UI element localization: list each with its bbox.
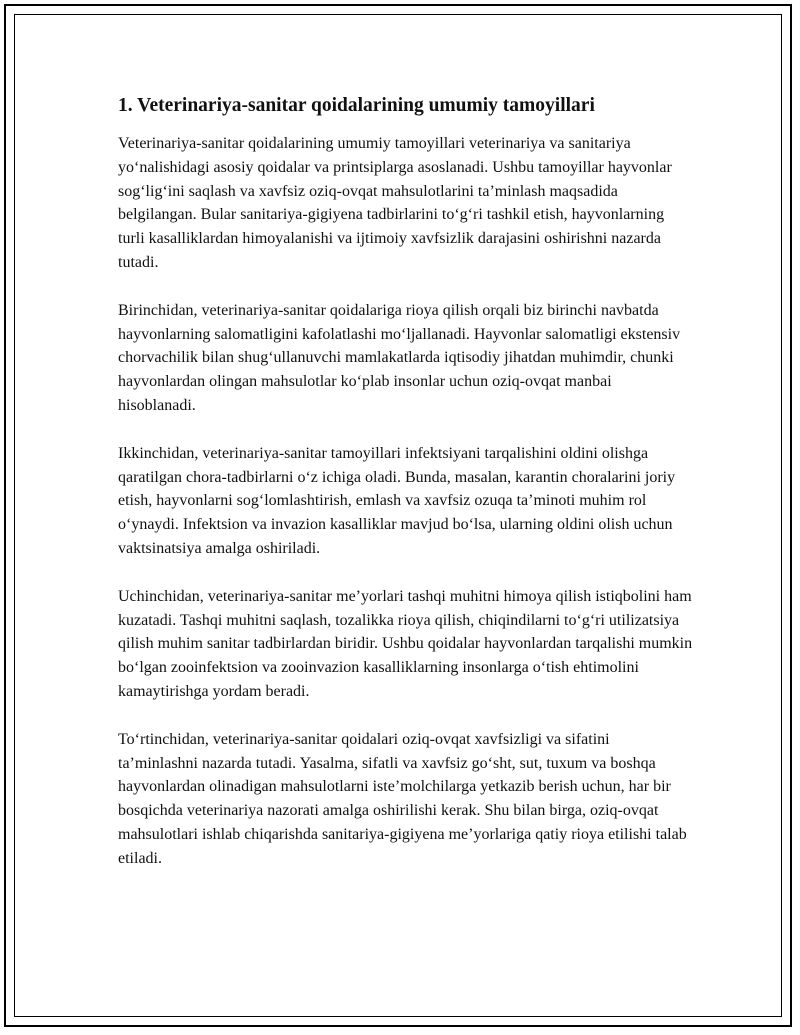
paragraph-third: Uchinchidan, veterinariya-sanitar me’yorlari tashqi muhitni himoya qilish istiqbolini ham kuzatadi. Tashqi muhitni saqlash, tozalikka rioya qilish, chiqindilarni to‘g‘ri utilizatsiya qilish muhim sanitar tadbirlardan biridir. Ushbu qoidalar hayvonlardan tarqalishi mumkin bo‘lgan zooinfektsion va zooinvazion kasalliklarning insonlarga o‘tish ehtimolini kamaytirishga yordam beradi. [118,587,693,700]
paragraph-intro: Veterinariya-sanitar qoidalarining umumiy tamoyillari veterinariya va sanitariya yo‘nalishidagi asosiy qoidalar va printsiplarga asoslanadi. Ushbu tamoyillar hayvonlar sog‘lig‘ini saqlash va xavfsiz oziq-ovqat mahsulotlarini ta’minlash maqsadida belgilangan. Bular sanitariya-gigiyena tadbirlarini to‘g‘ri tashkil etish, hayvonlarning turli kasalliklardan himoyalanishi va ijtimoiy xavfsizlik darajasini oshirishni nazarda tutadi. [118,135,672,271]
section-heading: 1. Veterinariya-sanitar qoidalarining umumiy tamoyillari [118,95,595,116]
paragraph-first: Birinchidan, veterinariya-sanitar qoidalariga rioya qilish orqali biz birinchi navbatda hayvonlarning salomatligini kafolatlashi mo‘ljallanadi. Hayvonlar salomatligi ekstensiv chorvachilik bilan shug‘ullanuvchi mamlakatlarda iqtisodiy jihatdan muhimdir, chunki hayvonlardan olingan mahsulotlar ko‘plab insonlar uchun oziq-ovqat manbai hisoblanadi. [118,301,681,414]
document-body [118,92,693,895]
paragraph-second: Ikkinchidan, veterinariya-sanitar tamoyillari infektsiyani tarqalishini oldini olishga qaratilgan chora-tadbirlarni o‘z ichiga oladi. Bunda, masalan, karantin choralarini joriy etish, hayvonlarni sog‘lomlashtirish, emlash va xavfsiz ozuqa ta’minoti muhim rol o‘ynaydi. Infektsion va invazion kasalliklar mavjud bo‘lsa, ularning oldini olish uchun vaktsinatsiya amalga oshiriladi. [118,444,676,557]
paragraph-fourth: To‘rtinchidan, veterinariya-sanitar qoidalari oziq-ovqat xavfsizligi va sifatini ta’minlashni nazarda tutadi. Yasalma, sifatli va xavfsiz go‘sht, sut, tuxum va boshqa hayvonlardan olinadigan mahsulotlarni iste’molchilarga yetkazib berish uchun, har bir bosqichda veterinariya nazorati amalga oshirilishi kerak. Shu bilan birga, oziq-ovqat mahsulotlari ishlab chiqarishda sanitariya-gigiyena me’yorlariga qatiy rioya etilishi talab etiladi. [118,730,687,867]
